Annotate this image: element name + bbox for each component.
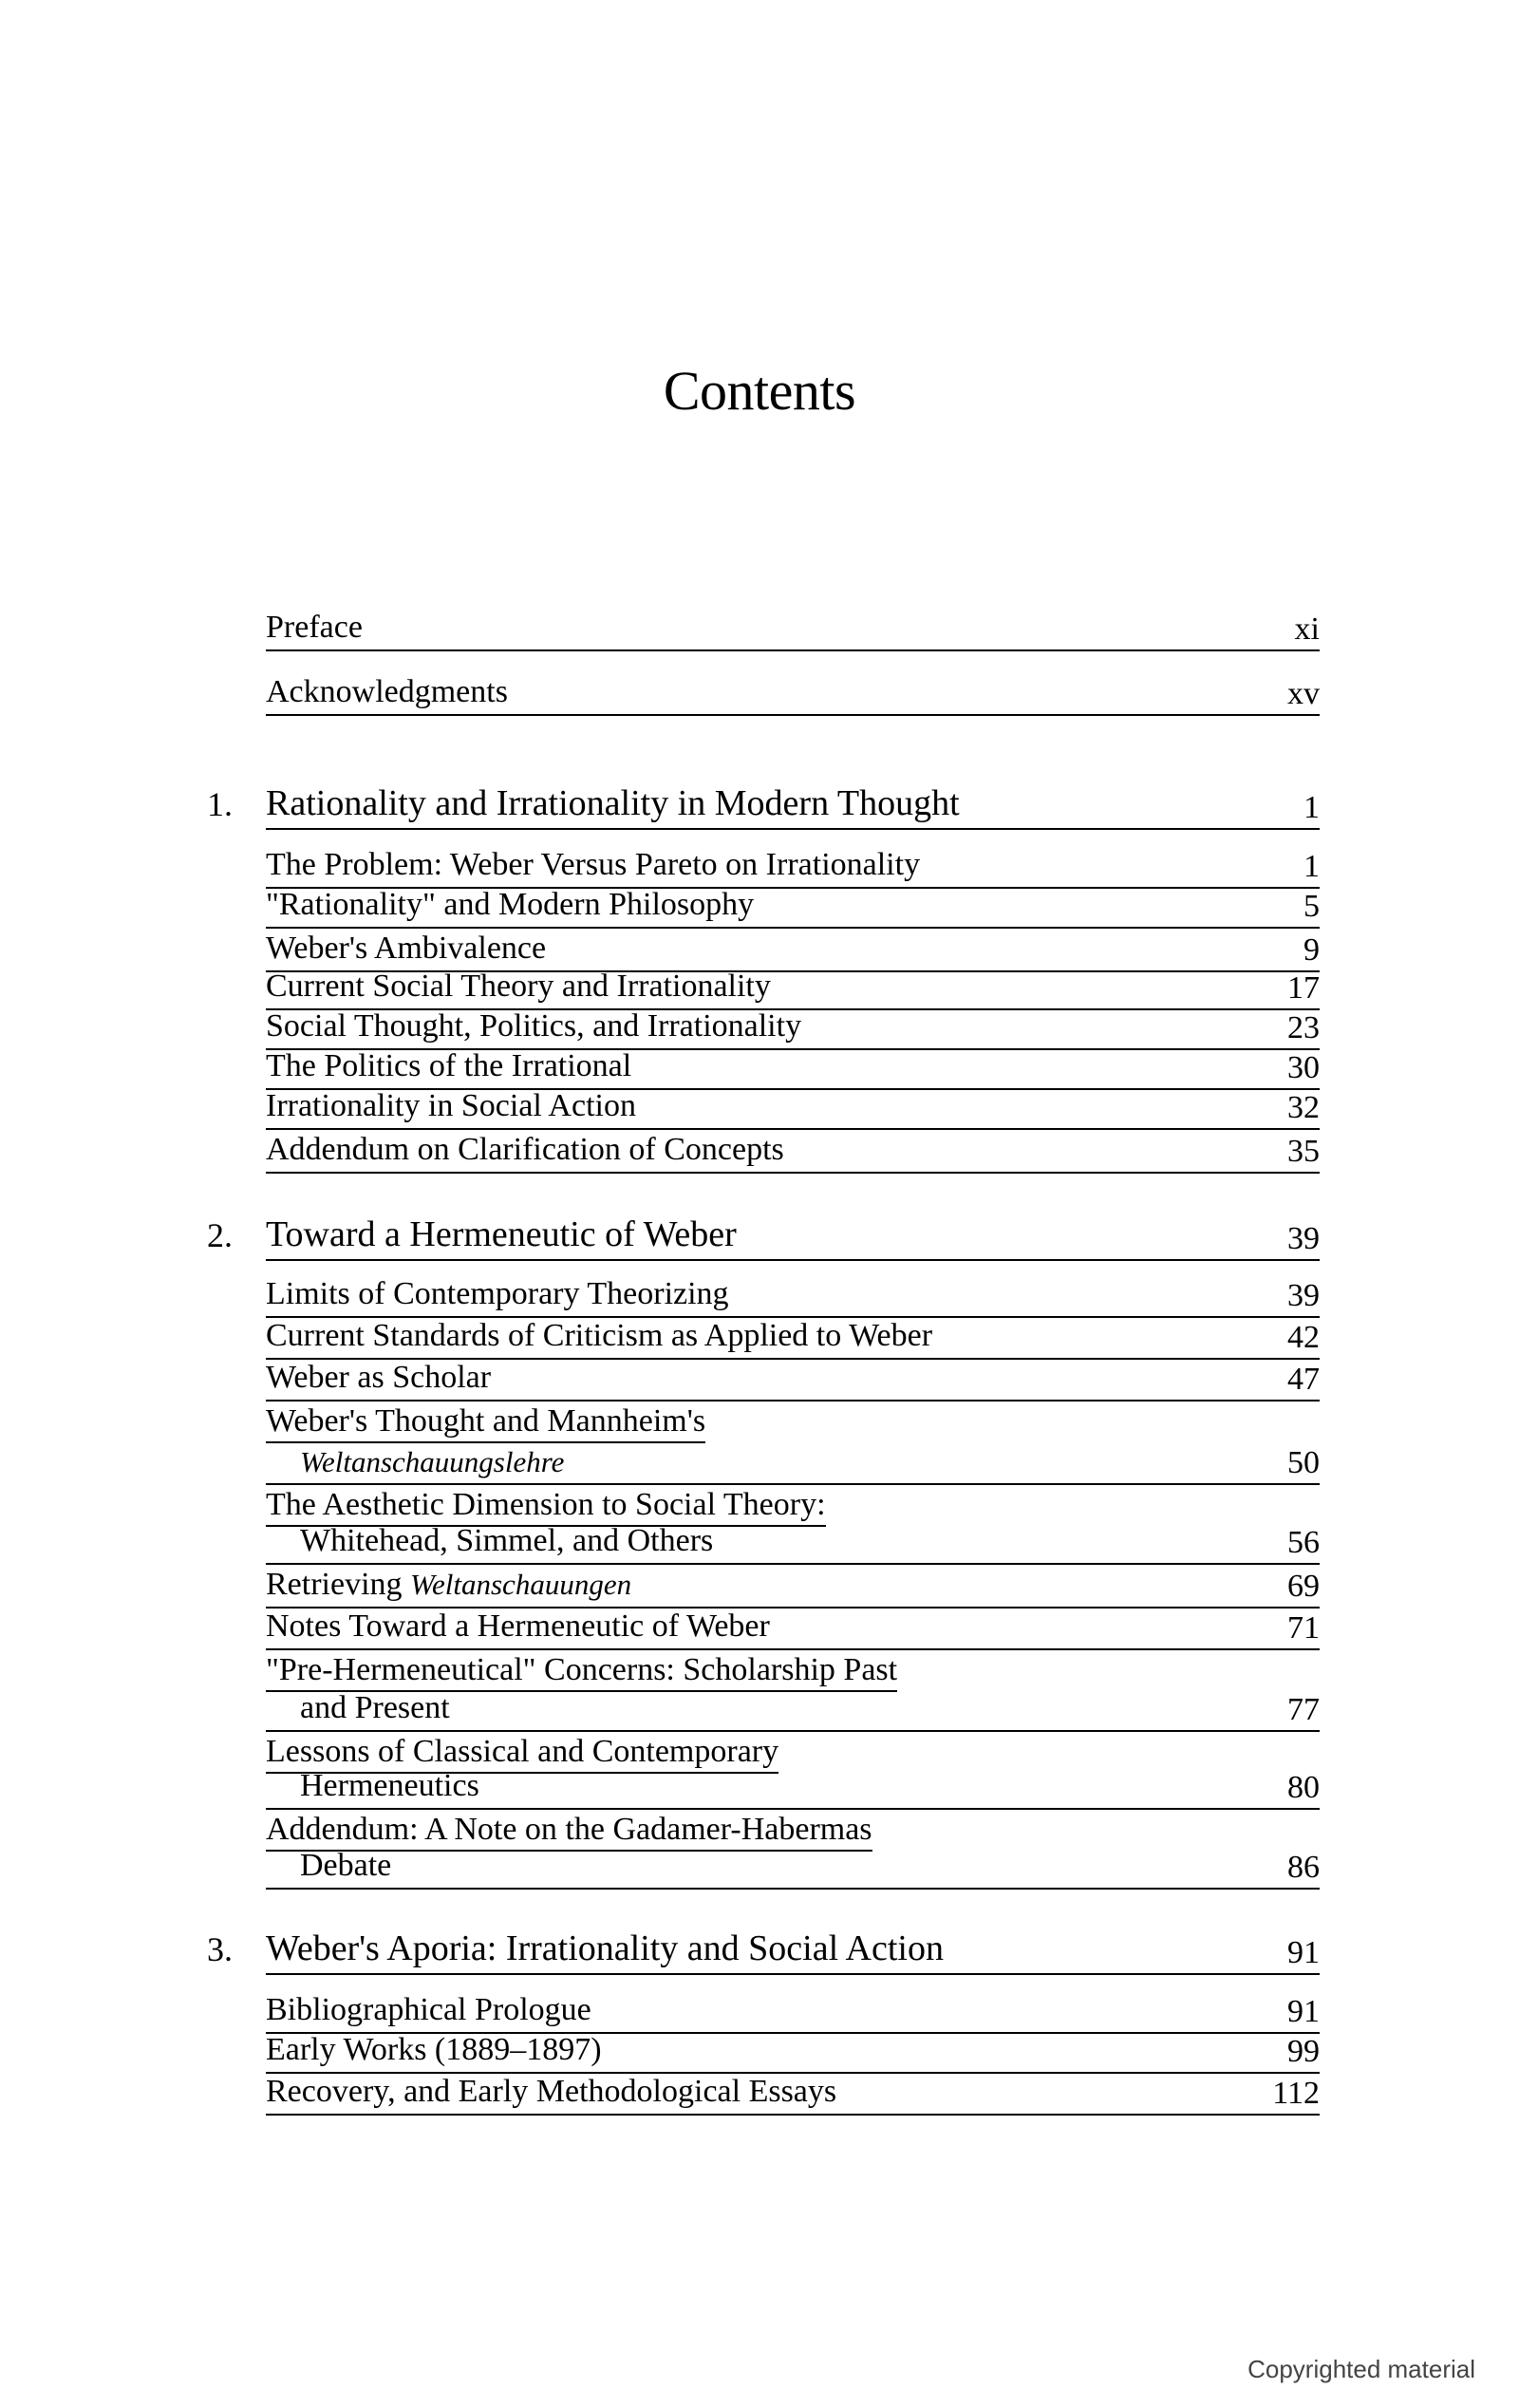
section-title-continued: Whitehead, Simmel, and Others <box>300 1523 714 1558</box>
toc-section[interactable] <box>266 1650 1320 1732</box>
section-title: The Problem: Weber Versus Pareto on Irrationality <box>266 847 921 882</box>
chapter-number: 3. <box>207 1930 233 1968</box>
section-page: 112 <box>1272 2076 1320 2111</box>
toc-section[interactable] <box>266 1130 1320 1174</box>
toc-section[interactable] <box>266 1732 1320 1810</box>
toc-section[interactable] <box>266 2034 1320 2074</box>
section-title: Current Standards of Criticism as Applied to Weber <box>266 1318 933 1353</box>
page-title: Contents <box>663 360 856 422</box>
toc-section[interactable] <box>266 929 1320 972</box>
section-page: 77 <box>1287 1692 1320 1727</box>
toc-row <box>266 1928 1320 1975</box>
toc-row <box>266 674 1320 716</box>
section-page: 17 <box>1287 970 1320 1006</box>
section-page: 80 <box>1287 1770 1320 1805</box>
section-title: Early Works (1889–1897) <box>266 2032 602 2067</box>
section-title: Weber's Thought and Mannheim's <box>266 1403 705 1443</box>
section-page: 50 <box>1287 1445 1320 1480</box>
section-title: Addendum: A Note on the Gadamer-Habermas <box>266 1812 872 1852</box>
section-title-continued: and Present <box>300 1690 450 1725</box>
toc-section[interactable] <box>266 1402 1320 1485</box>
section-page: 99 <box>1287 2034 1320 2069</box>
chapter-page: 91 <box>1287 1935 1320 1970</box>
chapter-title: Toward a Hermeneutic of Weber <box>266 1214 737 1254</box>
toc-section[interactable] <box>266 889 1320 929</box>
toc-section[interactable] <box>266 2074 1320 2116</box>
chapter-number: 2. <box>207 1216 233 1254</box>
section-title: Bibliographical Prologue <box>266 1992 591 2027</box>
section-title-continued: Debate <box>300 1848 392 1883</box>
toc-section[interactable] <box>266 969 1320 1010</box>
chapter-number: 1. <box>207 785 233 823</box>
toc-entry-page: xi <box>1294 611 1320 647</box>
section-title: Irrationality in Social Action <box>266 1088 636 1123</box>
toc-section[interactable] <box>266 847 1320 889</box>
section-page: 35 <box>1287 1134 1320 1169</box>
section-page: 71 <box>1287 1610 1320 1646</box>
toc-entry-preface[interactable] <box>266 608 1320 651</box>
section-page: 30 <box>1287 1050 1320 1085</box>
toc-section[interactable] <box>266 1608 1320 1650</box>
copyright-watermark: Copyrighted material <box>1247 2355 1475 2383</box>
toc-section[interactable] <box>266 1360 1320 1402</box>
toc-section[interactable] <box>266 1810 1320 1890</box>
chapter-title: Rationality and Irrationality in Modern Thought <box>266 783 960 823</box>
section-title: Current Social Theory and Irrationality <box>266 969 771 1004</box>
toc-section[interactable] <box>266 1992 1320 2034</box>
toc-entry-title: Acknowledgments <box>266 674 508 709</box>
toc-chapter-2[interactable] <box>207 1212 1320 1261</box>
section-page: 32 <box>1287 1090 1320 1125</box>
toc-chapter-1[interactable] <box>207 779 1320 830</box>
section-title: The Aesthetic Dimension to Social Theory: <box>266 1487 826 1527</box>
toc-section[interactable] <box>266 1485 1320 1565</box>
section-title: Weber as Scholar <box>266 1360 492 1395</box>
section-title-continued: Hermeneutics <box>300 1768 479 1803</box>
toc-entry-title: Preface <box>266 610 363 645</box>
toc-section[interactable] <box>266 1010 1320 1050</box>
section-page: 1 <box>1303 849 1320 884</box>
section-page: 56 <box>1287 1525 1320 1560</box>
section-title: Limits of Contemporary Theorizing <box>266 1276 729 1311</box>
section-page: 9 <box>1303 932 1320 968</box>
section-page: 5 <box>1303 889 1320 924</box>
toc-section[interactable] <box>266 1318 1320 1360</box>
section-title: Notes Toward a Hermeneutic of Weber <box>266 1608 770 1644</box>
section-title-continued: Weltanschauungslehre <box>300 1445 565 1478</box>
toc-section[interactable] <box>266 1278 1320 1318</box>
toc-section[interactable] <box>266 1090 1320 1130</box>
toc-entry-page: xv <box>1287 676 1320 711</box>
section-page: 23 <box>1287 1010 1320 1045</box>
section-title: Lessons of Classical and Contemporary <box>266 1734 778 1774</box>
section-title: Recovery, and Early Methodological Essays <box>266 2074 837 2109</box>
toc-row <box>266 1214 1320 1261</box>
section-title: Retrieving <box>266 1567 403 1602</box>
section-title: Weber's Ambivalence <box>266 931 547 966</box>
section-title: "Pre-Hermeneutical" Concerns: Scholarship Past <box>266 1652 897 1692</box>
section-title: "Rationality" and Modern Philosophy <box>266 887 755 922</box>
chapter-page: 1 <box>1303 790 1320 825</box>
section-title: Social Thought, Politics, and Irrationality <box>266 1008 802 1044</box>
section-title-italic: Weltanschauungen <box>410 1568 632 1601</box>
section-page: 86 <box>1287 1850 1320 1885</box>
section-title: Addendum on Clarification of Concepts <box>266 1132 784 1167</box>
section-page: 42 <box>1287 1320 1320 1355</box>
toc-row <box>266 610 1320 651</box>
chapter-page: 39 <box>1287 1221 1320 1256</box>
section-page: 47 <box>1287 1362 1320 1397</box>
section-page: 69 <box>1287 1569 1320 1604</box>
toc-row <box>266 783 1320 830</box>
toc-entry-acknowledgments[interactable] <box>266 670 1320 716</box>
section-page: 39 <box>1287 1278 1320 1313</box>
toc-section[interactable] <box>266 1050 1320 1090</box>
toc-section[interactable] <box>266 1565 1320 1608</box>
toc-chapter-3[interactable] <box>207 1926 1320 1975</box>
section-page: 91 <box>1287 1994 1320 2029</box>
section-title: The Politics of the Irrational <box>266 1048 632 1083</box>
chapter-title: Weber's Aporia: Irrationality and Social Action <box>266 1928 944 1968</box>
